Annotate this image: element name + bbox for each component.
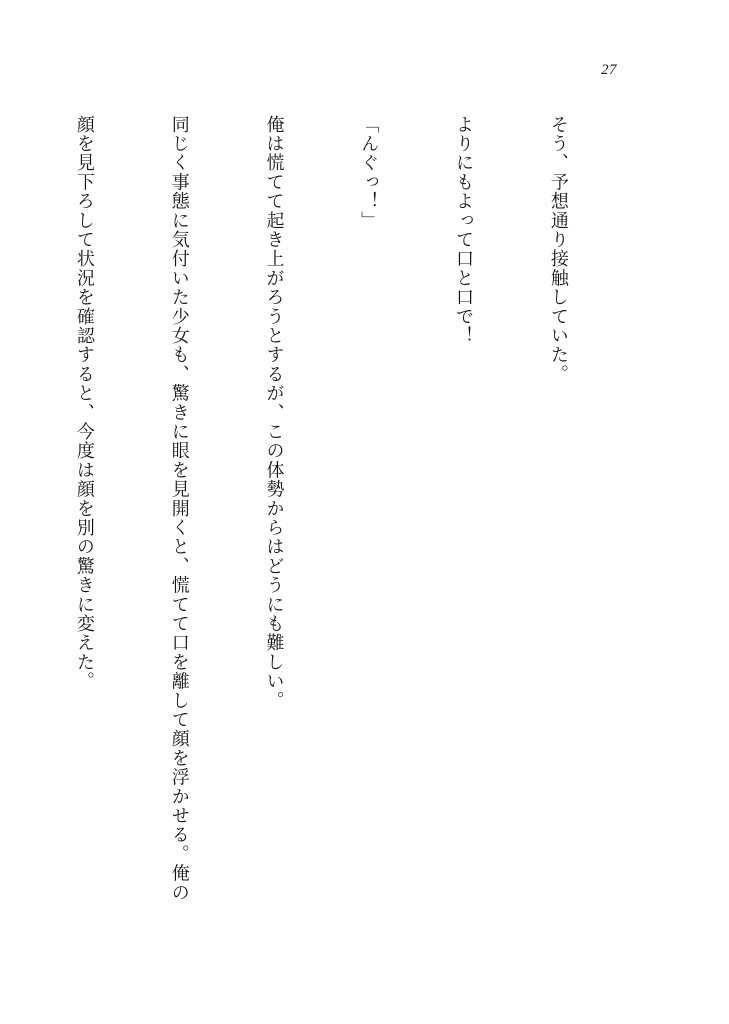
body-text: [0, 115, 637, 975]
page-number: 27: [601, 62, 617, 78]
text-line: よりにもよって口と口で！: [453, 115, 475, 346]
dialogue-line: 「んぐっ！」: [358, 115, 380, 231]
text-line: 同じく事態に気付いた少女も、驚きに眼を見開くと、慌てて口を離して顔を浮かせる。俺の: [168, 115, 190, 903]
text-line: 俺は慌てて起き上がろうとするが、この体勢からはどうにも難しい。: [263, 115, 285, 711]
text-line: 顔を見下ろして状況を確認すると、今度は顔を別の驚きに変えた。: [73, 115, 95, 691]
text-line: そう、予想通り接触していた。: [547, 115, 569, 384]
dialogue-line: [0, 115, 5, 975]
